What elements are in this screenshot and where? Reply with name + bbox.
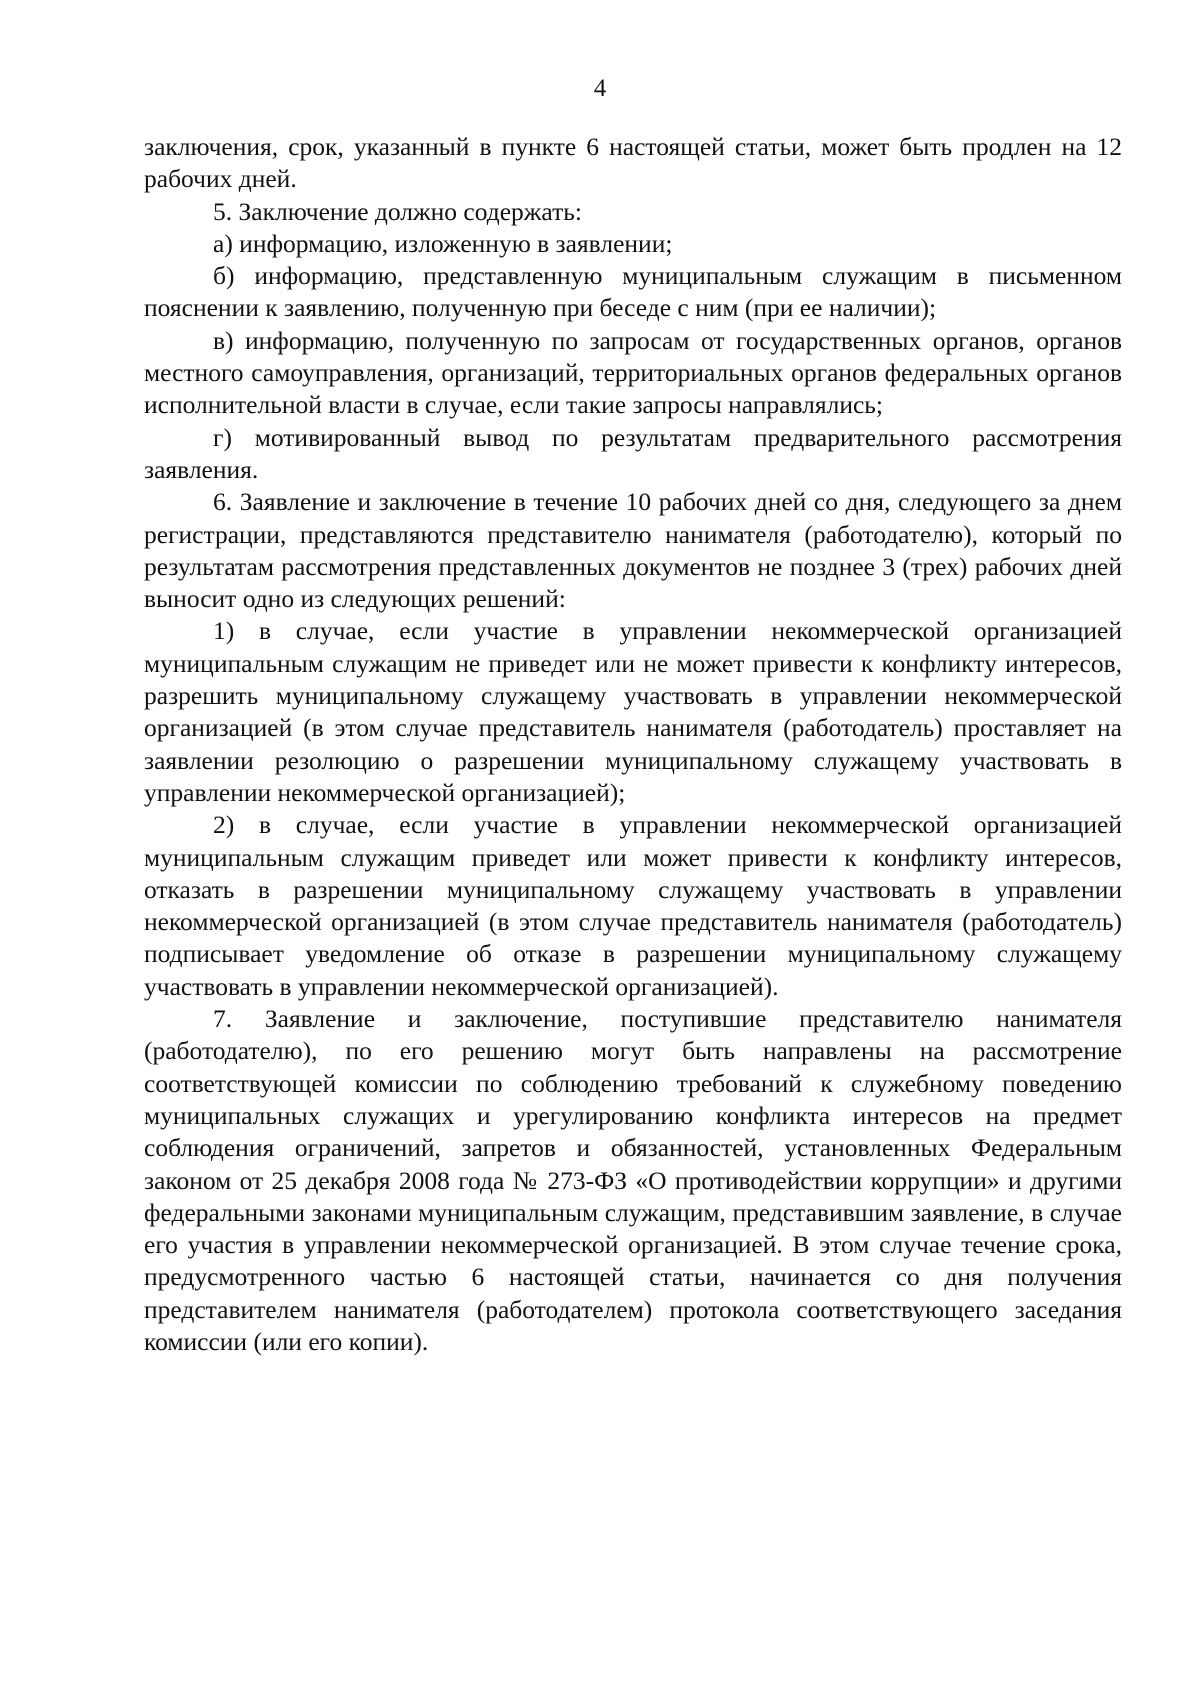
paragraph-item-6: 6. Заявление и заключение в течение 10 рабочих дней со дня, следующего за днем регистрации, представляются представителю нанимателя (работодателю), который по результатам рассмотрения представленных документов не позднее 3 (трех) рабочих дней выносит одно из следующих решений: bbox=[144, 487, 1122, 614]
paragraph-subitem-g: г) мотивированный вывод по результатам предварительного рассмотрения заявления. bbox=[144, 422, 1122, 484]
paragraph-item-5: 5. Заключение должно содержать: bbox=[213, 196, 582, 226]
paragraph-decision-2: 2) в случае, если участие в управлении некоммерческой организацией муниципальным служащим приведет или может привести к конфликту интересов, отказать в разрешении муниципальному служащему участвовать в управлении некоммерческой организацией (в этом случае представитель нанимателя (работодатель) подписывает уведомление об отказе в разрешении муниципальному служащему участвовать в управлении некоммерческой организацией). bbox=[144, 810, 1122, 1001]
paragraph-item-7: 7. Заявление и заключение, поступившие представителю нанимателя (работодателю), по его решению могут быть направлены на рассмотрение соответствующей комиссии по соблюдению требований к служебному поведению муниципальных служащих и урегулированию конфликта интересов на предмет соблюдения ограничений, запретов и обязанностей, установленных Федеральным законом от 25 декабря 2008 года № 273-ФЗ «О противодействии коррупции» и другими федеральными законами муниципальным служащим, представившим заявление, в случае его участия в управлении некоммерческой организацией. В этом случае течение срока, предусмотренного частью 6 настоящей статьи, начинается со дня получения представителем нанимателя (работодателем) протокола соответствующего заседания комиссии (или его копии). bbox=[144, 1004, 1122, 1356]
page-number: 4 bbox=[593, 75, 607, 102]
paragraph-decision-1: 1) в случае, если участие в управлении некоммерческой организацией муниципальным служащим не приведет или не может привести к конфликту интересов, разрешить муниципальному служащему участвовать в управлении некоммерческой организацией (в этом случае представитель нанимателя (работодатель) проставляет на заявлении резолюцию о разрешении муниципальному служащему участвовать в управлении некоммерческой организацией); bbox=[144, 616, 1122, 807]
paragraph-continuation: заключения, срок, указанный в пункте 6 настоящей статьи, может быть продлен на 12 рабочих дней. bbox=[144, 132, 1122, 194]
paragraph-subitem-v: в) информацию, полученную по запросам от государственных органов, органов местного самоуправления, организаций, территориальных органов федеральных органов исполнительной власти в случае, если такие запросы направлялись; bbox=[144, 325, 1122, 420]
document-body bbox=[144, 131, 1122, 1358]
paragraph-subitem-a: а) информацию, изложенную в заявлении; bbox=[213, 228, 673, 258]
paragraph-subitem-b: б) информацию, представленную муниципальным служащим в письменном пояснении к заявлению, полученную при беседе с ним (при ее наличии); bbox=[144, 261, 1122, 323]
